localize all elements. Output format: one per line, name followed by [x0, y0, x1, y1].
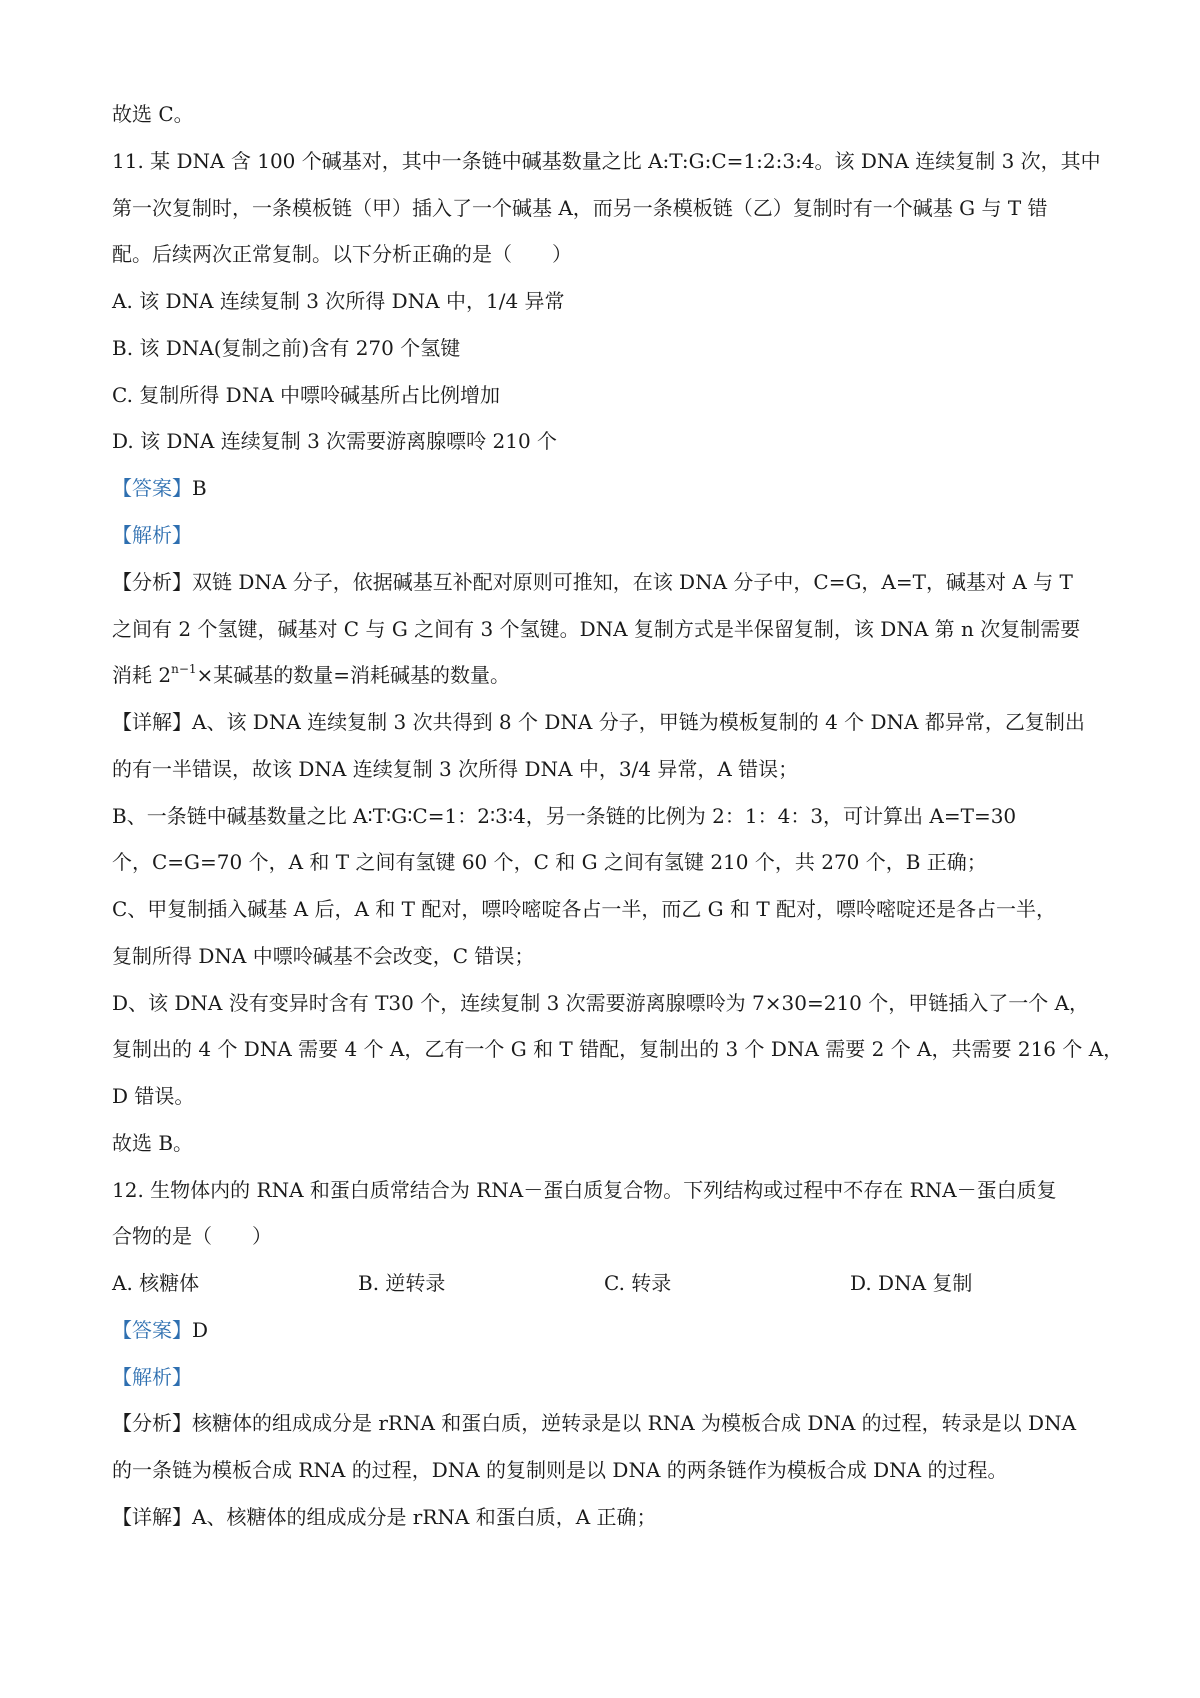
q12-stem-line-2: 合物的是（ ） [112, 1224, 272, 1248]
q11-xiangjie-line-1 [112, 708, 1097, 736]
q12-answer-label: 【答案】 [112, 1318, 192, 1342]
q12-option-d: D. DNA 复制 [850, 1271, 973, 1295]
q11-xiangjie-line-4: 个，C=G=70 个，A 和 T 之间有氢键 60 个，C 和 G 之间有氢键 210 个，共 270 个，B 正确； [112, 850, 987, 874]
q11-fenxi-label: 【分析】 [112, 570, 192, 594]
q11-xiangjie-line-7: D、该 DNA 没有变异时含有 T30 个，连续复制 3 次需要游离腺嘌呤为 7×30=210 个，甲链插入了一个 A， [112, 991, 1090, 1015]
q11-fenxi-line-2: 之间有 2 个氢键，碱基对 C 与 G 之间有 3 个氢键。DNA 复制方式是半保留复制，该 DNA 第 n 次复制需要 [112, 617, 1081, 641]
q12-xiangjie-text-1: A、核糖体的组成成分是 rRNA 和蛋白质，A 正确； [192, 1505, 657, 1529]
q11-option-c: C. 复制所得 DNA 中嘌呤碱基所占比例增加 [112, 383, 500, 407]
q11-analysis-heading [112, 521, 1097, 549]
q11-fenxi-text-1: 双链 DNA 分子，依据碱基互补配对原则可推知，在该 DNA 分子中，C=G，A=T，碱基对 A 与 T [192, 570, 1073, 594]
q11-analysis-label: 【解析】 [112, 523, 192, 547]
q11-xiangjie-line-3: B、一条链中碱基数量之比 A∶T∶G∶C=1：2∶3∶4，另一条链的比例为 2：1：4：3，可计算出 A=T=30 [112, 804, 1017, 828]
q12-stem-line-1: 12. 生物体内的 RNA 和蛋白质常结合为 RNA－蛋白质复合物。下列结构或过程中不存在 RNA－蛋白质复 [112, 1178, 1057, 1202]
q11-conclusion: 故选 B。 [112, 1131, 194, 1155]
q11-answer-value: B [192, 476, 207, 500]
q11-xiangjie-line-2: 的有一半错误，故该 DNA 连续复制 3 次所得 DNA 中，3/4 异常，A 错误； [112, 757, 799, 781]
q12-analysis-label: 【解析】 [112, 1365, 192, 1389]
q11-option-a: A. 该 DNA 连续复制 3 次所得 DNA 中，1/4 异常 [112, 289, 565, 313]
q12-fenxi-label: 【分析】 [112, 1411, 192, 1435]
q11-xiangjie-line-9: D 错误。 [112, 1084, 195, 1108]
q12-answer-value: D [192, 1318, 209, 1342]
q12-answer-row [112, 1316, 1097, 1344]
q12-xiangjie-line-1 [112, 1503, 1097, 1531]
q11-option-d: D. 该 DNA 连续复制 3 次需要游离腺嘌呤 210 个 [112, 429, 558, 453]
q12-option-c: C. 转录 [604, 1271, 672, 1295]
q12-analysis-heading [112, 1363, 1097, 1391]
q11-answer-label: 【答案】 [112, 476, 192, 500]
q12-option-b: B. 逆转录 [358, 1271, 446, 1295]
q11-xiangjie-line-6: 复制所得 DNA 中嘌呤碱基不会改变，C 错误； [112, 944, 535, 968]
q11-formula-line [112, 661, 1097, 689]
q11-xiangjie-line-8: 复制出的 4 个 DNA 需要 4 个 A，乙有一个 G 和 T 错配，复制出的 3 个 DNA 需要 2 个 A，共需要 216 个 A， [112, 1037, 1124, 1061]
q11-formula-prefix: 消耗 2 [112, 663, 172, 687]
q10-conclusion: 故选 C。 [112, 102, 194, 126]
q11-xiangjie-line-5: C、甲复制插入碱基 A 后，A 和 T 配对，嘌呤嘧啶各占一半，而乙 G 和 T 配对，嘌呤嘧啶还是各占一半， [112, 897, 1057, 921]
q11-stem-line-2: 第一次复制时，一条模板链（甲）插入了一个碱基 A，而另一条模板链（乙）复制时有一个碱基 G 与 T 错 [112, 196, 1048, 220]
q11-formula-suffix: ×某碱基的数量=消耗碱基的数量。 [196, 663, 511, 687]
q11-xiangjie-text-1: A、该 DNA 连续复制 3 次共得到 8 个 DNA 分子，甲链为模板复制的 4 个 DNA 都异常，乙复制出 [192, 710, 1085, 734]
q12-fenxi-line-2: 的一条链为模板合成 RNA 的过程，DNA 的复制则是以 DNA 的两条链作为模板合成 DNA 的过程。 [112, 1458, 1008, 1482]
q11-stem-line-1: 11. 某 DNA 含 100 个碱基对，其中一条链中碱基数量之比 A:T:G:C=1:2:3:4。该 DNA 连续复制 3 次，其中 [112, 149, 1101, 173]
q12-fenxi-text-1: 核糖体的组成成分是 rRNA 和蛋白质，逆转录是以 RNA 为模板合成 DNA 的过程，转录是以 DNA [192, 1411, 1077, 1435]
q11-answer-row [112, 474, 1097, 502]
q12-option-a: A. 核糖体 [112, 1271, 200, 1295]
q11-stem-line-3: 配。后续两次正常复制。以下分析正确的是（ ） [112, 242, 572, 266]
q11-fenxi-line-1 [112, 568, 1097, 596]
q11-xiangjie-label: 【详解】 [112, 710, 192, 734]
q11-option-b: B. 该 DNA(复制之前)含有 270 个氢键 [112, 336, 461, 360]
q11-formula-exponent: n−1 [171, 662, 197, 676]
q12-xiangjie-label: 【详解】 [112, 1505, 192, 1529]
q12-fenxi-line-1 [112, 1409, 1097, 1437]
